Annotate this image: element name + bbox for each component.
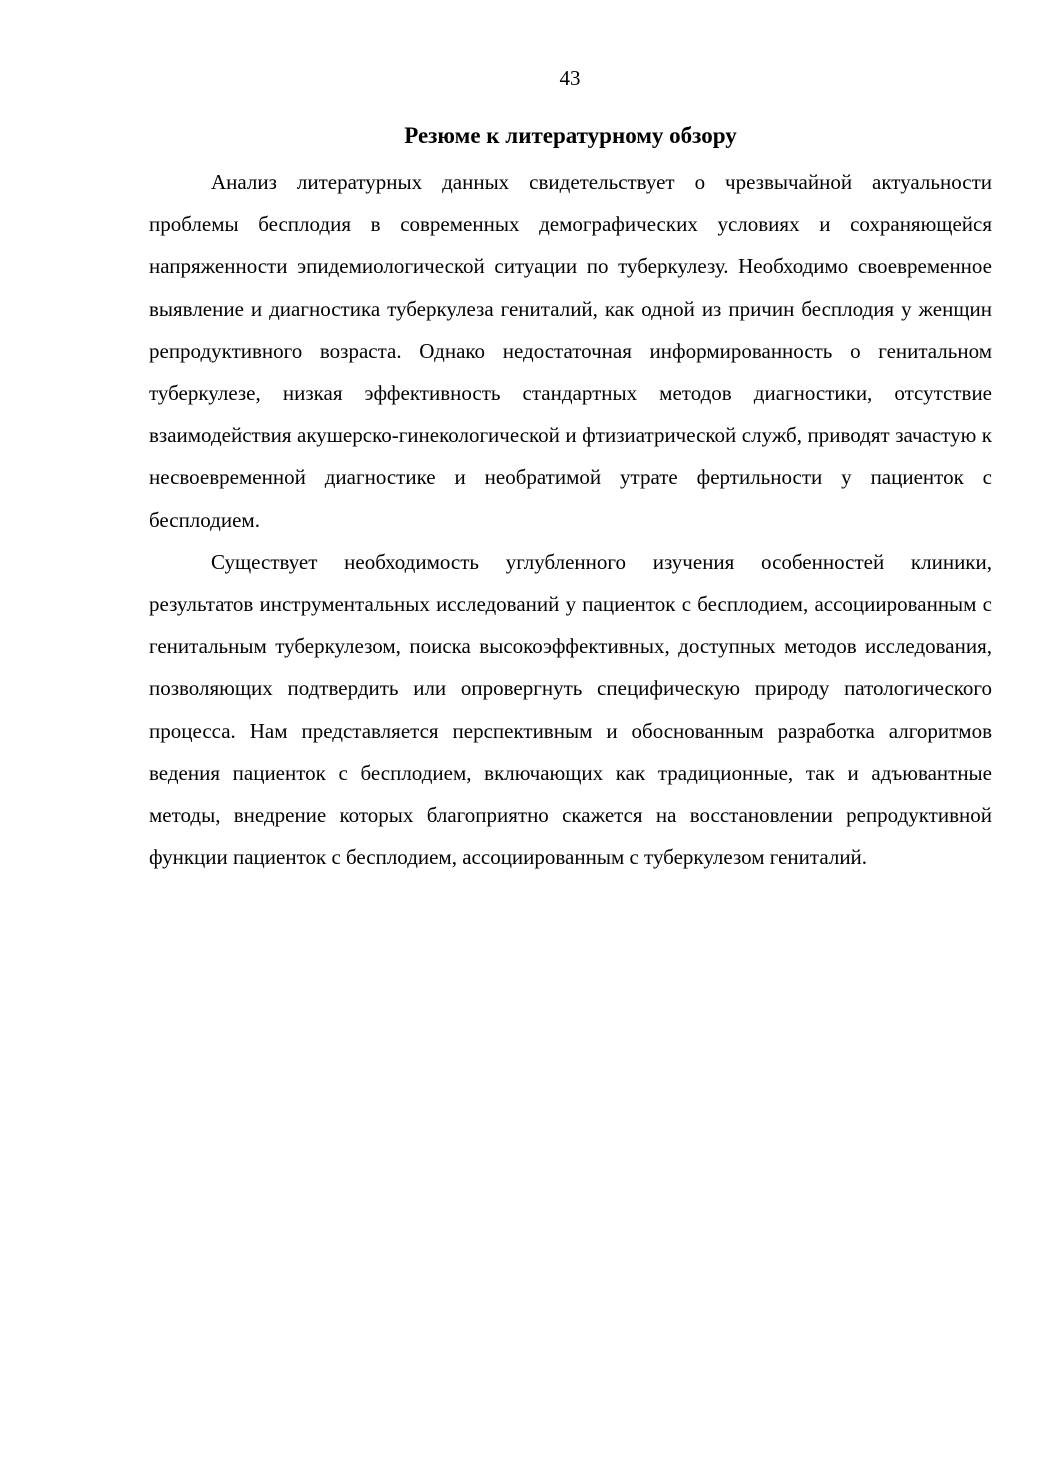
body-text bbox=[149, 161, 992, 878]
paragraph-2: Существует необходимость углубленного изучения особенностей клиники, результатов инструментальных исследований у пациенток с бесплодием, ассоциированным с генитальным туберкулезом, поиска высокоэффективных, доступных методов исследования, позволяющих подтвердить или опровергнуть специфическую природу патологического процесса. Нам представляется перспективным и обоснованным разработка алгоритмов ведения пациенток с бесплодием, включающих как традиционные, так и адъювантные методы, внедрение которых благоприятно скажется на восстановлении репродуктивной функции пациенток с бесплодием, ассоциированным с туберкулезом гениталий. bbox=[149, 549, 992, 870]
section-heading: Резюме к литературному обзору bbox=[404, 123, 737, 148]
paragraph-1: Анализ литературных данных свидетельствует о чрезвычайной актуальности проблемы бесплодия в современных демографических условиях и сохраняющейся напряженности эпидемиологической ситуации по туберкулезу. Необходимо своевременное выявление и диагностика туберкулеза гениталий, как одной из причин бесплодия у женщин репродуктивного возраста. Однако недостаточная информированность о генитальном туберкулезе, низкая эффективность стандартных методов диагностики, отсутствие взаимодействия акушерско-гинекологической и фтизиатрической служб, приводят зачастую к несвоевременной диагностике и необратимой утрате фертильности у пациенток с бесплодием. bbox=[149, 170, 992, 532]
page-number: 43 bbox=[559, 66, 581, 90]
